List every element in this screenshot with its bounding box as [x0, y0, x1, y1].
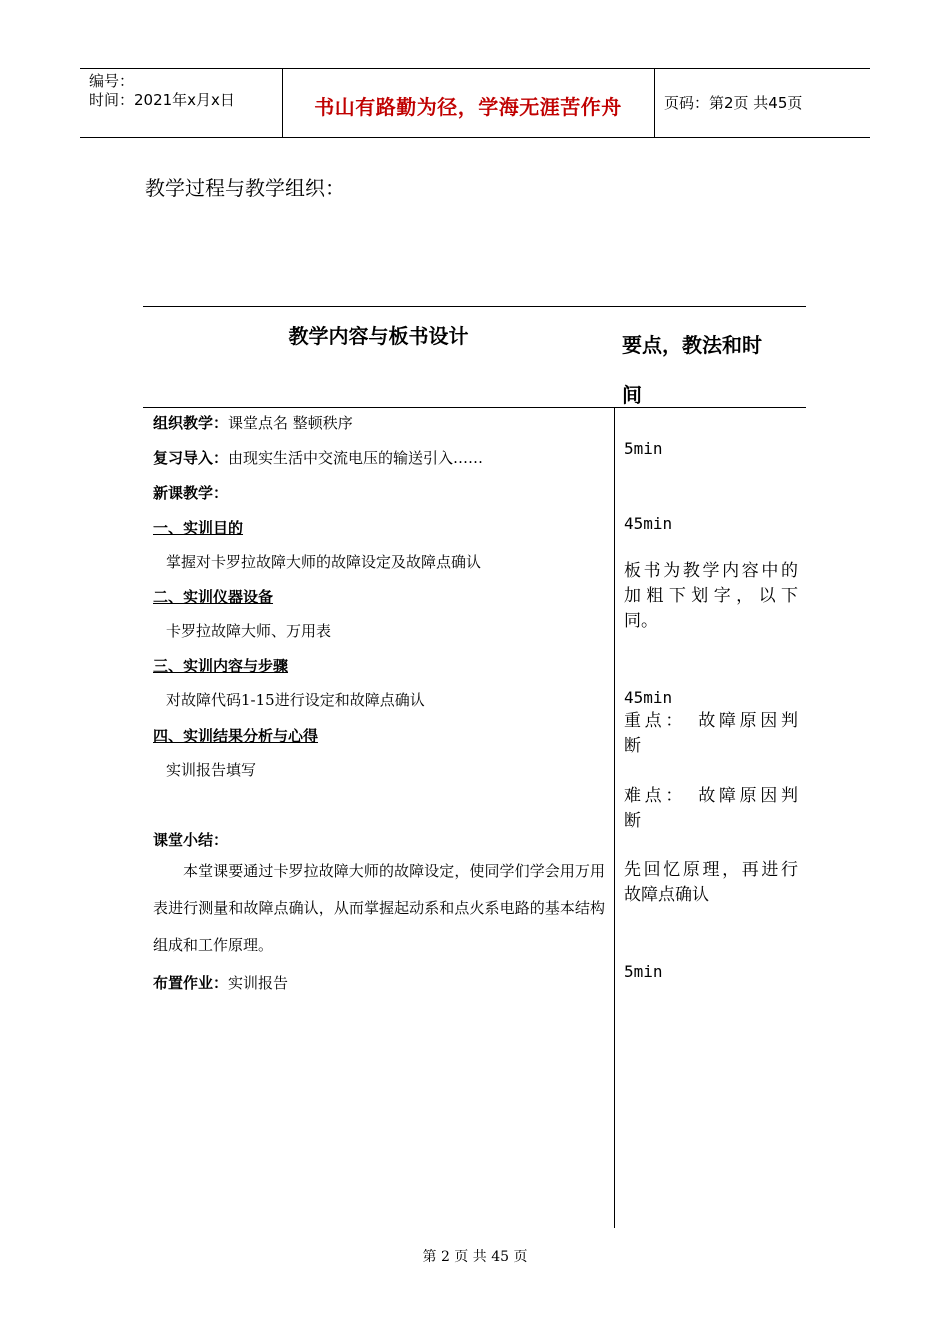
- time-note-3: 45min: [624, 688, 673, 707]
- table-column-divider: [614, 407, 615, 1228]
- section-1-title: 一、实训目的: [153, 519, 244, 537]
- time-note-1: 5min: [624, 439, 663, 458]
- key-point-line1: 重点： 故障原因判: [624, 711, 798, 731]
- header-time: 时间：2021年x月x日: [89, 91, 235, 109]
- review-text: 由现实生活中交流电压的输送引入……: [228, 449, 484, 467]
- method-line2: 故障点确认: [624, 885, 709, 905]
- section-3-title: 三、实训内容与步骤: [153, 657, 289, 675]
- key-point-line2: 断: [624, 736, 641, 756]
- table-header-notes: [622, 320, 802, 420]
- page-footer: 第 2 页 共 45 页: [422, 1249, 528, 1265]
- method-line1: 先回忆原理，再进行: [624, 860, 798, 880]
- time-note-2: 45min: [624, 514, 673, 533]
- section-4-title: 四、实训结果分析与心得: [153, 727, 319, 745]
- summary-label: 课堂小结：: [153, 831, 229, 849]
- section-3-text: 对故障代码1-15进行设定和故障点确认: [166, 691, 425, 709]
- review-label: 复习导入：: [153, 449, 229, 467]
- section-2-text: 卡罗拉故障大师、万用表: [166, 622, 332, 640]
- section-1-text: 掌握对卡罗拉故障大师的故障设定及故障点确认: [166, 553, 482, 571]
- page-header: [80, 68, 870, 138]
- org-line: [153, 412, 353, 433]
- section-2-title: 二、实训仪器设备: [153, 588, 274, 606]
- table-top-rule: [143, 306, 806, 307]
- header-motto: 书山有路勤为径，学海无涯苦作舟: [314, 95, 622, 119]
- table-header-content: 教学内容与板书设计: [288, 324, 469, 348]
- notes-header-line1: 要点，教法和时: [622, 333, 762, 357]
- header-number: 编号：: [89, 72, 135, 90]
- new-lesson-label: 新课教学：: [153, 484, 229, 502]
- header-page: 页码：第2页 共45页: [664, 94, 803, 112]
- section-4-text: 实训报告填写: [166, 761, 257, 779]
- time-note-4: 5min: [624, 962, 663, 981]
- board-note-line1: 板书为教学内容中的: [624, 561, 798, 581]
- homework-line: [153, 972, 288, 993]
- difficulty-line2: 断: [624, 811, 641, 831]
- homework-label: 布置作业：: [153, 974, 229, 992]
- org-text: 课堂点名 整顿秩序: [228, 414, 353, 432]
- board-note-line3: 同。: [624, 611, 658, 631]
- table-header-rule: [143, 407, 806, 408]
- section-title: 教学过程与教学组织：: [145, 176, 345, 200]
- summary-text: 本堂课要通过卡罗拉故障大师的故障设定，使同学们学会用万用表进行测量和故障点确认，从而掌握起动系和点火系电路的基本结构组成和工作原理。: [153, 862, 605, 954]
- review-line: [153, 447, 483, 468]
- board-note-line2: 加粗下划字，以下: [624, 586, 798, 606]
- header-divider: [654, 69, 655, 137]
- homework-text: 实训报告: [228, 974, 289, 992]
- org-label: 组织教学：: [153, 414, 229, 432]
- notes-header-line2: 间: [622, 383, 642, 407]
- difficulty-line1: 难点： 故障原因判: [624, 786, 798, 806]
